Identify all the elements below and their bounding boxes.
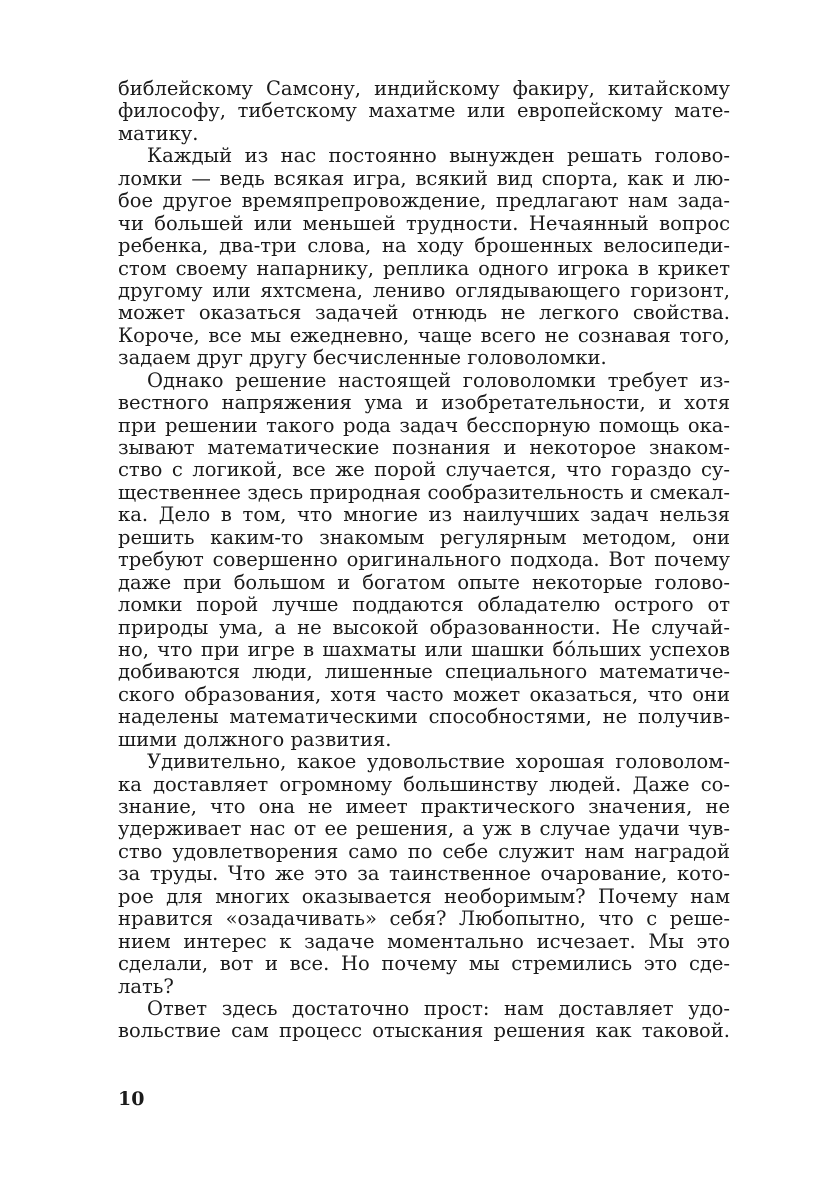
text-line: ребенка, два-три слова, на ходу брошенных велосипеди- xyxy=(118,234,730,258)
paragraph xyxy=(118,370,730,751)
text-line: решить каким-то знакомым регулярным методом, они xyxy=(118,525,730,549)
paragraph xyxy=(118,751,730,998)
text-line: задаем друг другу бесчисленные головоломки. xyxy=(118,346,607,370)
text-line: Ответ здесь достаточно прост: нам доставляет удо- xyxy=(147,996,730,1020)
text-line: зывают математические познания и некоторое знаком- xyxy=(118,436,730,459)
body-text xyxy=(118,78,730,1043)
text-line: стом своему напарнику, реплика одного игрока в крикет xyxy=(118,256,730,280)
text-line: вольствие сам процесс отыскания решения как таковой. xyxy=(118,1019,730,1043)
text-line: рое для многих оказывается необоримым? Почему нам xyxy=(118,884,730,908)
text-line: ского образования, хотя часто может оказаться, что они xyxy=(118,682,730,706)
text-line: нравится «озадачивать» себя? Любопытно, что с реше- xyxy=(118,907,730,931)
text-line: Каждый из нас постоянно вынужден решать голово- xyxy=(147,144,730,168)
text-line: ломки — ведь всякая игра, всякий вид спорта, как и лю- xyxy=(118,166,730,190)
text-line: природы ума, а не высокой образованности. Не случай- xyxy=(118,615,730,639)
text-line: щественнее здесь природная сообразительность и смекал- xyxy=(118,480,730,504)
text-line: вестного напряжения ума и изобретательности, и хотя xyxy=(118,391,730,415)
page-number: 10 xyxy=(118,1088,145,1110)
text-line: знание, что она не имеет практического значения, не xyxy=(118,795,730,818)
text-line: ломки порой лучше поддаются обладателю острого от xyxy=(118,593,730,617)
text-line: лать? xyxy=(118,974,174,998)
text-line: философу, тибетскому махатме или европейскому мате- xyxy=(118,99,730,123)
text-line: библейскому Самсону, индийскому факиру, китайскому xyxy=(118,77,730,100)
paragraph xyxy=(118,145,730,369)
book-page-text xyxy=(118,78,730,1043)
text-line: ка доставляет огромному большинству людей. Даже со- xyxy=(118,772,730,796)
text-line: матику. xyxy=(118,121,199,145)
text-line: ство удовлетворения само по себе служит нам наградой xyxy=(118,839,730,863)
text-line: другому или яхтсмена, лениво оглядывающего горизонт, xyxy=(118,278,730,302)
paragraph xyxy=(118,78,730,145)
text-line: но, что при игре в шахматы или шашки бо́льших успехов xyxy=(118,637,730,661)
paragraph xyxy=(118,998,730,1043)
text-line: Однако решение настоящей головоломки требует из- xyxy=(147,368,730,392)
text-line: при решении такого рода задач бесспорную помощь ока- xyxy=(118,413,730,437)
text-line: чи большей или меньшей трудности. Нечаянный вопрос xyxy=(118,211,730,235)
text-line: за труды. Что же это за таинственное очарование, кото- xyxy=(118,862,730,886)
text-line: ство с логикой, все же порой случается, что гораздо су- xyxy=(118,458,730,482)
text-line: шими должного развития. xyxy=(118,727,392,751)
text-line: может оказаться задачей отнюдь не легкого свойства. xyxy=(118,301,730,325)
text-line: бое другое времяпрепровождение, предлагают нам зада- xyxy=(118,189,730,213)
text-line: нием интерес к задаче моментально исчезает. Мы это xyxy=(118,929,730,953)
text-line: ка. Дело в том, что многие из наилучших задач нельзя xyxy=(118,503,730,527)
text-line: добиваются люди, лишенные специального математиче- xyxy=(118,660,730,684)
text-line: даже при большом и богатом опыте некоторые голово- xyxy=(118,570,730,594)
text-line: Удивительно, какое удовольствие хорошая головолом- xyxy=(147,750,730,774)
text-line: наделены математическими способностями, не получив- xyxy=(118,705,730,729)
text-line: Короче, все мы ежедневно, чаще всего не сознавая того, xyxy=(118,323,730,347)
text-line: сделали, вот и все. Но почему мы стремились это сде- xyxy=(118,952,730,976)
text-line: удерживает нас от ее решения, а уж в случае удачи чув- xyxy=(118,817,730,841)
text-line: требуют совершенно оригинального подхода. Вот почему xyxy=(118,548,730,572)
